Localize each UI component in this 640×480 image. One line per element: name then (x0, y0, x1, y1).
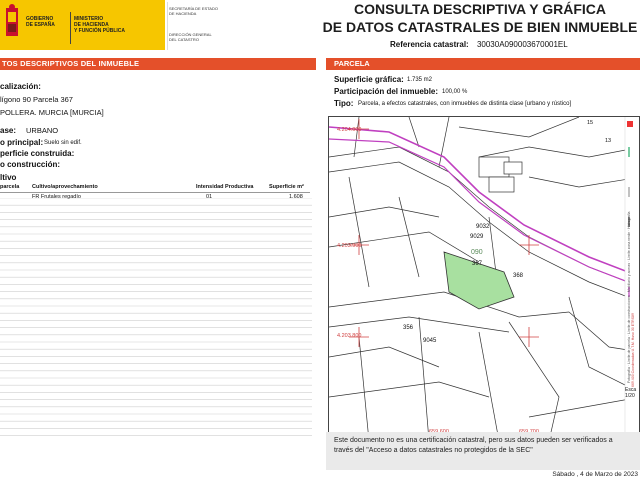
scale-block: Esca 1/20 (625, 387, 637, 399)
cadastral-map[interactable] (328, 116, 640, 440)
clase-value: URBANO (26, 126, 59, 135)
parcel-label: 13 (605, 138, 612, 144)
table-cell-intensidad: 01 (206, 194, 213, 200)
government-logo-block (0, 0, 165, 50)
table-divider (0, 192, 310, 193)
parcel-label: 9045 (423, 338, 437, 344)
table-cell-cultivo: FR Frutales regadío (32, 194, 81, 200)
descriptive-section-header: TOS DESCRIPTIVOS DEL INMUEBLE (0, 58, 316, 70)
coord-label: 4.204.000 (337, 127, 362, 133)
page-subtitle: DE DATOS CATASTRALES DE BIEN INMUEBLE (322, 19, 638, 35)
ano-construccion-label: o construcción: (0, 160, 61, 169)
tipo-label: Tipo: (334, 99, 354, 108)
superficie-grafica-label: Superficie gráfica: (334, 75, 404, 84)
col-cultivo: Cultivo/aprovechamiento (32, 184, 98, 190)
tipo-value: Parcela, a efectos catastrales, con inmuebles de distinta clase [urbano y rústico] (358, 101, 572, 107)
participacion-label: Participación del inmueble: (334, 87, 439, 96)
parcel-label: 15 (587, 120, 594, 126)
parcel-label: 368 (513, 273, 524, 279)
ministry-label: MINISTERIO DE HACIENDA Y FUNCIÓN PÚBLICA (74, 16, 126, 34)
localizacion-line1: lígono 90 Parcela 367 (0, 95, 73, 104)
participacion-value: 100,00 % (442, 89, 468, 95)
parcel-label: 9029 (470, 234, 484, 240)
uso-label: o principal: (0, 138, 44, 147)
localizacion-label: calización: (0, 82, 41, 91)
parcel-label: 367 (472, 261, 483, 267)
direccion-label: DIRECCIÓN GENERAL DEL CATASTRO (169, 32, 212, 42)
coat-of-arms-icon (4, 4, 20, 40)
uso-value: Suelo sin edif. (44, 140, 82, 146)
table-empty-rows (0, 198, 312, 440)
reference-label: Referencia catastral: (390, 40, 469, 49)
coord-label: 4.203.800 (337, 333, 362, 339)
col-intensidad: Intensidad Productiva (196, 184, 254, 190)
map-legend: Fotografía · Límite de parcela · Límite de construcciones · Mobiliario y aceras · Límite zona verde · Hidrografía (627, 211, 631, 383)
parcela-section-header: PARCELA (326, 58, 640, 70)
reference-row (390, 40, 568, 49)
government-label: GOBIERNO DE ESPAÑA (26, 16, 55, 28)
reference-value: 30030A090003670001EL (476, 40, 568, 49)
col-subparcela: parcela (0, 184, 20, 190)
cultivo-label: ltivo (0, 173, 17, 182)
clase-label: ase: (0, 126, 17, 135)
parcel-label: 090 (471, 249, 483, 256)
col-superficie: Superficie m² (269, 184, 304, 190)
table-cell-superficie: 1.608 (289, 194, 303, 200)
utm-caption: 669.400 Coordenadas U.T.M. Huso 30 ETRS89 (631, 313, 635, 387)
superficie-grafica-value: 1.735 m2 (407, 77, 433, 83)
secretaria-label: SECRETARÍA DE ESTADO DE HACIENDA (169, 6, 218, 16)
coord-label: 4.203.900 (337, 243, 362, 249)
map-drawing (329, 117, 640, 440)
disclaimer-note: Este documento no es una certificación catastral, pero sus datos pueden ser verificados a través del "Acceso a datos catastrales no protegidos de la SEC" (326, 432, 640, 470)
localizacion-line2: POLLERA. MURCIA [MURCIA] (0, 108, 104, 117)
document-date: Sábado , 4 de Marzo de 2023 (552, 471, 638, 478)
superficie-construida-label: perficie construida: (0, 149, 75, 158)
page-title: CONSULTA DESCRIPTIVA Y GRÁFICA (353, 1, 606, 17)
parcel-label: 9032 (476, 224, 490, 230)
parcel-label: 356 (403, 325, 414, 331)
divider (167, 2, 168, 50)
divider (70, 12, 71, 44)
